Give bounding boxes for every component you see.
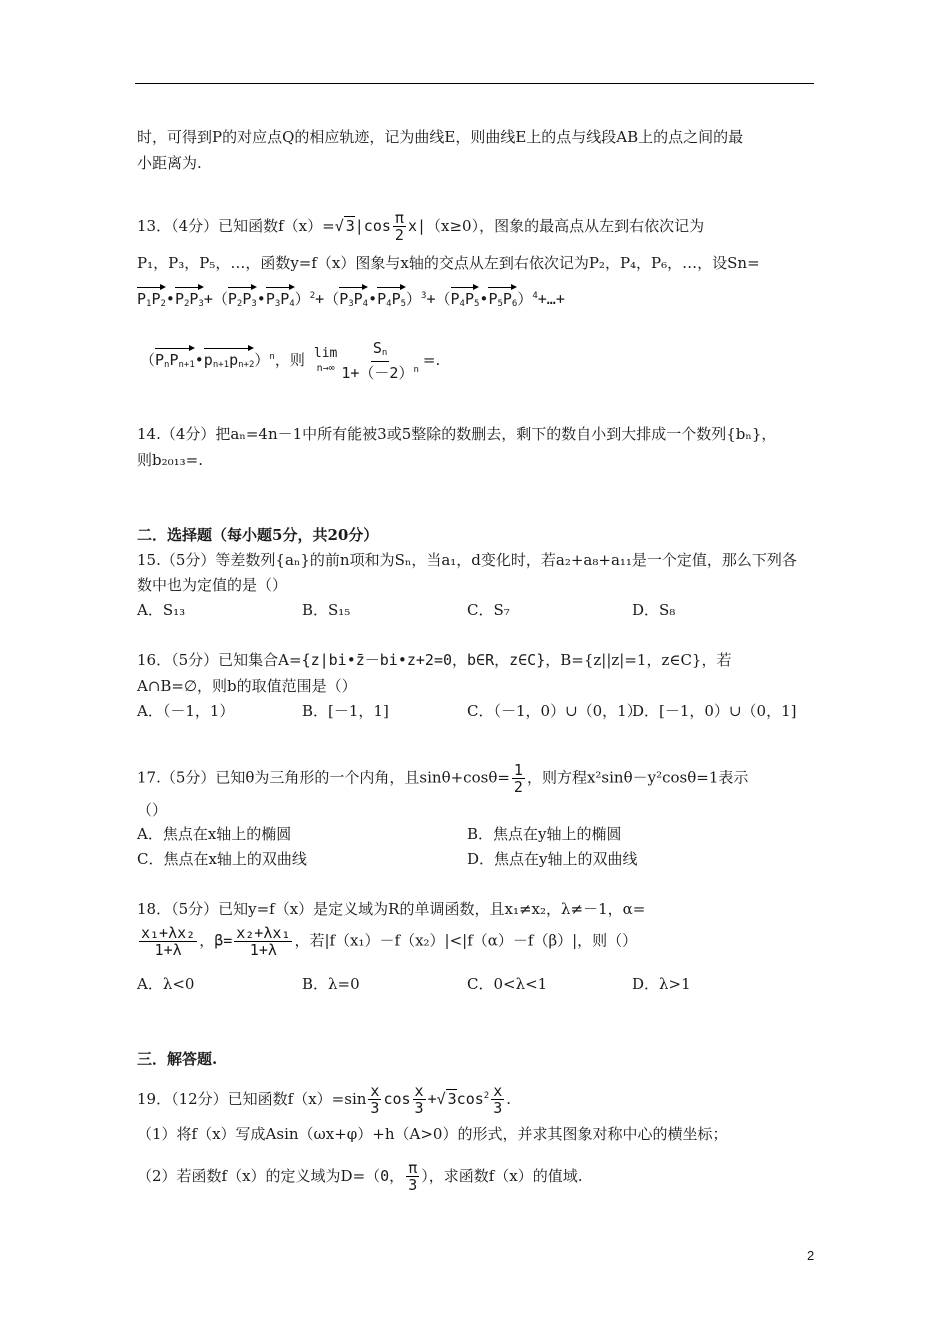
q19-function-formula: $\frac{x}{3}$ cos $\frac{x}{3}$ +√ $3\cos^2$ $\frac{x}{3}$ <box>370 1082 503 1117</box>
q19-tail: . <box>506 1090 511 1108</box>
q16-option-b: B．[－1，1] <box>302 702 389 720</box>
q17-option-a: A．焦点在x轴上的椭圆 <box>137 825 292 843</box>
q18-beta-denominator: 1+λ <box>249 941 277 959</box>
q17-option-b: B．焦点在y轴上的椭圆 <box>467 825 622 843</box>
q17-line1 <box>137 762 748 795</box>
q16-option-a: A．（－1，1） <box>137 702 235 720</box>
section-3-title: 三．解答题. <box>137 1050 218 1068</box>
q13-sum-formula-line1: $P_1P_2•P_2P_3+(P_2P_3•P_3P_4)^2+(P_3P_4•P_4P_5)^3+(P_4P_5•P_5P_6)^4+\dots+$ <box>137 285 565 314</box>
header-rule <box>135 83 814 84</box>
q18-beta-numerator: x₂+λx₁ <box>236 924 291 942</box>
q15-line1: 15.（5分）等差数列{aₙ}的前n项和为Sₙ，当a₁，d变化时，若a₂+a₈+a₁₁是一个定值，那么下列各 <box>137 551 797 569</box>
q18-option-a: A．λ<0 <box>137 975 195 993</box>
q13-sum-formula-line2: $(P_nP_{n+1}•p_{n+1}p_{n+2})^n$，则 lim n→∞ $\frac{S_n}{1+(-2)^n}$ =. <box>140 339 441 382</box>
q18-option-d: D．λ>1 <box>632 975 691 993</box>
q18-alpha-denominator: 1+λ <box>154 941 182 959</box>
q19-head: 19．（12分）已知函数f（x）=sin <box>137 1090 367 1108</box>
q16-head: 16．（5分）已知集合A= <box>137 651 302 669</box>
q17-option-c: C．焦点在x轴上的双曲线 <box>137 850 307 868</box>
section-2-title: 二．选择题（每小题5分，共20分） <box>137 526 379 544</box>
q18-option-c: C．0<λ<1 <box>467 975 548 993</box>
q15-option-c: C．S₇ <box>467 601 510 619</box>
q17-line2: （） <box>137 801 168 819</box>
q15-option-a: A．S₁₃ <box>137 601 186 619</box>
q19-part1: （1）将f（x）写成Asin（ωx+φ）+h（A>0）的形式，并求其图象对称中心的横坐标； <box>137 1125 728 1143</box>
q17-option-d: D．焦点在y轴上的双曲线 <box>467 850 638 868</box>
q17-head: 17.（5分）已知θ为三角形的一个内角，且sinθ+cosθ= <box>137 768 510 787</box>
q18-option-b: B．λ=0 <box>302 975 360 993</box>
q13-head: 13．（4分）已知函数f（x）= <box>137 217 335 235</box>
q18-line1: 18．（5分）已知y=f（x）是定义域为R的单调函数，且x₁≠x₂，λ≠－1，α= <box>137 900 646 918</box>
q16-line2: A∩B=∅，则b的取值范围是（） <box>137 677 357 695</box>
q19-part2-tail: ，求函数f（x）的值域. <box>428 1167 583 1185</box>
q12-continuation-line1: 时，可得到P的对应点Q的相应轨迹，记为曲线E，则曲线E上的点与线段AB上的点之间的最 <box>137 128 744 146</box>
q15-option-b: B．S₁₅ <box>302 601 351 619</box>
q19-line1 <box>137 1083 511 1116</box>
q13-line2: P₁，P₃，P₅，…，函数y=f（x）图象与x轴的交点从左到右依次记为P₂，P₄，P₆，…，设Sn= <box>137 254 760 272</box>
q19-part2 <box>137 1160 583 1193</box>
q18-tail: ，若|f（x₁）－f（x₂）|<|f（α）－f（β）|，则（） <box>294 931 638 950</box>
q18-alpha-numerator: x₁+λx₂ <box>141 924 196 942</box>
page-number: 2 <box>807 1248 815 1263</box>
q13-ending: =. <box>422 351 441 369</box>
q14-line2: 则b₂₀₁₃=. <box>137 451 203 469</box>
q16-option-d: D．[－1，0）∪（0，1] <box>632 702 797 720</box>
q17-tail: ，则方程x²sinθ－y²cosθ=1表示 <box>526 768 749 787</box>
q16-tail: ，B={z||z|=1，z∈C}，若 <box>545 651 732 669</box>
q12-continuation-line2: 小距离为. <box>137 154 202 172</box>
q16-set-a: {z|bi•z̄－bi•z+2=0，b∈R，z∈C} <box>301 651 546 669</box>
q13-function-formula: √ 3|cos $\frac{\pi}{2}$ x| <box>334 209 426 244</box>
q17-fraction-numerator: 1 <box>513 761 523 779</box>
q13-tail: （x≥0），图象的最高点从左到右依次记为 <box>426 217 705 235</box>
q18-beta-label: ，β= <box>199 931 233 950</box>
q16-line1 <box>137 650 731 670</box>
q15-line2: 数中也为定值的是（） <box>137 576 288 594</box>
q17-fraction-denominator: 2 <box>513 778 523 796</box>
q14-line1: 14.（4分）把aₙ=4n－1中所有能被3或5整除的数删去，剩下的数自小到大排成一个数列{bₙ}， <box>137 425 777 443</box>
q16-option-c: C．（－1，0）∪（0，1） <box>467 702 642 720</box>
q19-domain-formula: （0， $\frac{\pi}{3}$ ） <box>365 1159 429 1194</box>
q13-line1 <box>137 210 704 243</box>
q15-option-d: D．S₈ <box>632 601 676 619</box>
q18-line2 <box>137 925 637 958</box>
q19-part2-head: （2）若函数f（x）的定义域为D= <box>137 1167 366 1185</box>
